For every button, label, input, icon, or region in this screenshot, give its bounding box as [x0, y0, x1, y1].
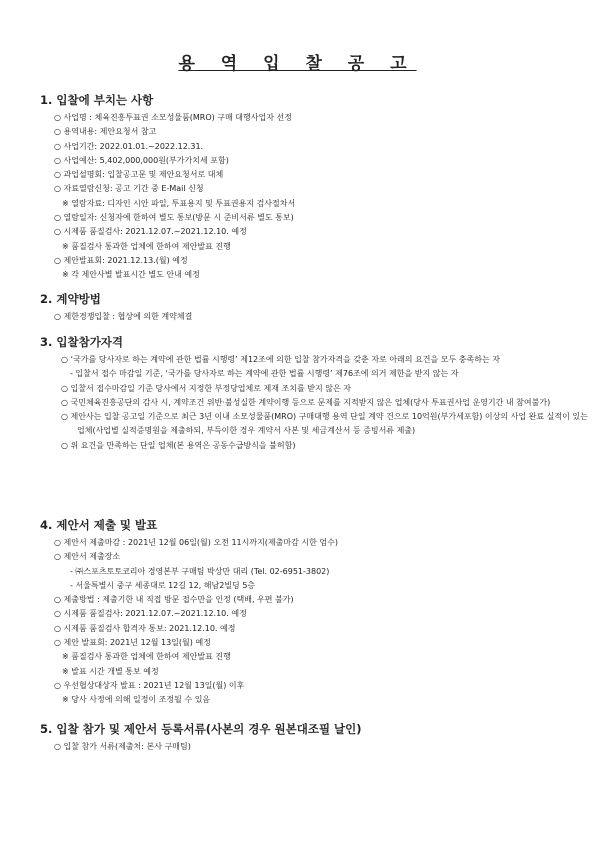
list-item: ○ 제안서 제출마감 : 2021년 12월 06일(월) 오전 11시까지(제출마감 시한 엄수): [54, 538, 338, 547]
sub-item: - ㈜스포츠토토코리아 경영본부 구매팀 박상만 대리 (Tel. 02-6951-3802): [70, 566, 330, 576]
list-item: ○ ‘국가를 당사자로 하는 계약에 관한 법률 시행령’ 제12조에 의한 입찰 참가자격을 갖춘 자로 아래의 요건을 모두 충족하는 자: [61, 355, 500, 364]
list-item: ○ 사업명 : 체육진흥투표권 소모성물품(MRO) 구매 대행사업자 선정: [54, 113, 292, 122]
list-item: ○ 열람일자: 신청자에 한하여 별도 통보(방문 시 준비서류 별도 통보): [54, 213, 294, 223]
list-item: ○ 제안발표회: 2021.12.13.(월) 예정: [54, 255, 188, 265]
list-item: ○ 사업기간: 2022.01.01.~2022.12.31.: [54, 141, 204, 151]
note-item: ※ 당사 사정에 의해 일정이 조정될 수 있음: [62, 695, 211, 705]
section-heading: 5. 입찰 참가 및 제안서 등록서류(사본의 경우 원본대조필 날인): [40, 722, 362, 736]
section-heading: 2. 계약방법: [40, 292, 101, 306]
list-item: ○ 시제품 품질검사: 2021.12.07.~2021.12.10. 예정: [54, 227, 247, 237]
section-heading: 4. 제안서 제출 및 발표: [40, 518, 158, 532]
list-item: ○ 과업설명회: 입찰공고문 및 제안요청서로 대체: [54, 170, 224, 180]
list-item: ○ 용역내용: 제안요청서 참고: [54, 127, 157, 137]
list-item: ○ 제안서 제출장소: [54, 552, 121, 562]
sub-item: - 서울특별시 중구 세종대로 12길 12, 해남2빌딩 5층: [70, 580, 256, 590]
list-item: ○ 사업예산: 5,402,000,000원(부가가치세 포함): [54, 155, 229, 165]
list-item: ○ 제안 발표회: 2021년 12월 13일(월) 예정: [54, 638, 211, 648]
list-item: ○ 시제품 품질검사 합격자 통보: 2021.12.10. 예정: [54, 623, 236, 633]
note-item: ※ 품질검사 통과한 업체에 한하여 제안발표 진행: [62, 652, 231, 662]
list-item: ○ 제한경쟁입찰 : 협상에 의한 계약체결: [54, 312, 193, 321]
list-item: ○ 입찰서 접수마감일 기준 당사에서 지정한 부정당업체로 제재 조치를 받지 않은 자: [61, 383, 351, 393]
list-item: ○ 자료열람신청: 공고 기간 중 E-Mail 신청: [54, 184, 204, 194]
section-registration-documents: [40, 722, 362, 754]
list-item: ○ 제안사는 입찰 공고일 기준으로 최근 3년 이내 소모성물품(MRO) 구매대행 용역 단일 계약 건으로 10억원(부가세포함) 이상의 사업 완료 실적이 있는 업체(사업별 실적증명원을 제출하되, 부득이한 경우 계약서 사본 및 세금계산서 등 증빙서류 제출): [61, 412, 588, 436]
note-item: ※ 발표 시간 개별 통보 예정: [62, 666, 159, 676]
sub-item: - 입찰서 접수 마감일 기준, ‘국가를 당사자로 하는 계약에 관한 법률 시행령’ 제76조에 의거 제한을 받지 않는 자: [70, 369, 459, 379]
list-item: ○ 위 요건을 만족하는 단일 업체(본 용역은 공동수급방식을 불허함): [61, 440, 296, 450]
list-item: ○ 입찰 참가 서류(제출처: 본사 구매팀): [54, 742, 191, 751]
section-eligibility: [40, 335, 595, 453]
section-contract-method: [40, 292, 192, 324]
note-item: ※ 열람자료: 디자인 시안 파일, 투표용지 및 투표권용지 검사절차서: [62, 198, 296, 208]
list-item: ○ 시제품 품질검사: 2021.12.07.~2021.12.10. 예정: [54, 609, 247, 619]
section-proposal-submission: [40, 518, 338, 708]
list-item: ○ 제출방법 : 제출기한 내 직접 방문 접수만을 인정 (택배, 우편 불가): [54, 595, 294, 605]
note-item: ※ 품질검사 통과한 업체에 한하여 제안발표 진행: [62, 241, 231, 251]
section-bid-items: [40, 93, 295, 283]
section-heading: 3. 입찰참가자격: [40, 335, 124, 349]
section-heading: 1. 입찰에 부치는 사항: [40, 93, 154, 107]
list-item: ○ 우선협상대상자 발표 : 2021년 12월 13일(월) 이후: [54, 680, 245, 690]
list-item: ○ 국민체육진흥공단의 감사 시, 계약조건 위반·불성실한 계약이행 등으로 문제를 지적받지 않은 업체(당사 투표권사업 운영기간 내 참여불가): [61, 397, 551, 407]
note-item: ※ 각 제안사별 발표시간 별도 안내 예정: [62, 270, 200, 280]
document-title: 용 역 입 찰 공 고: [178, 54, 417, 74]
